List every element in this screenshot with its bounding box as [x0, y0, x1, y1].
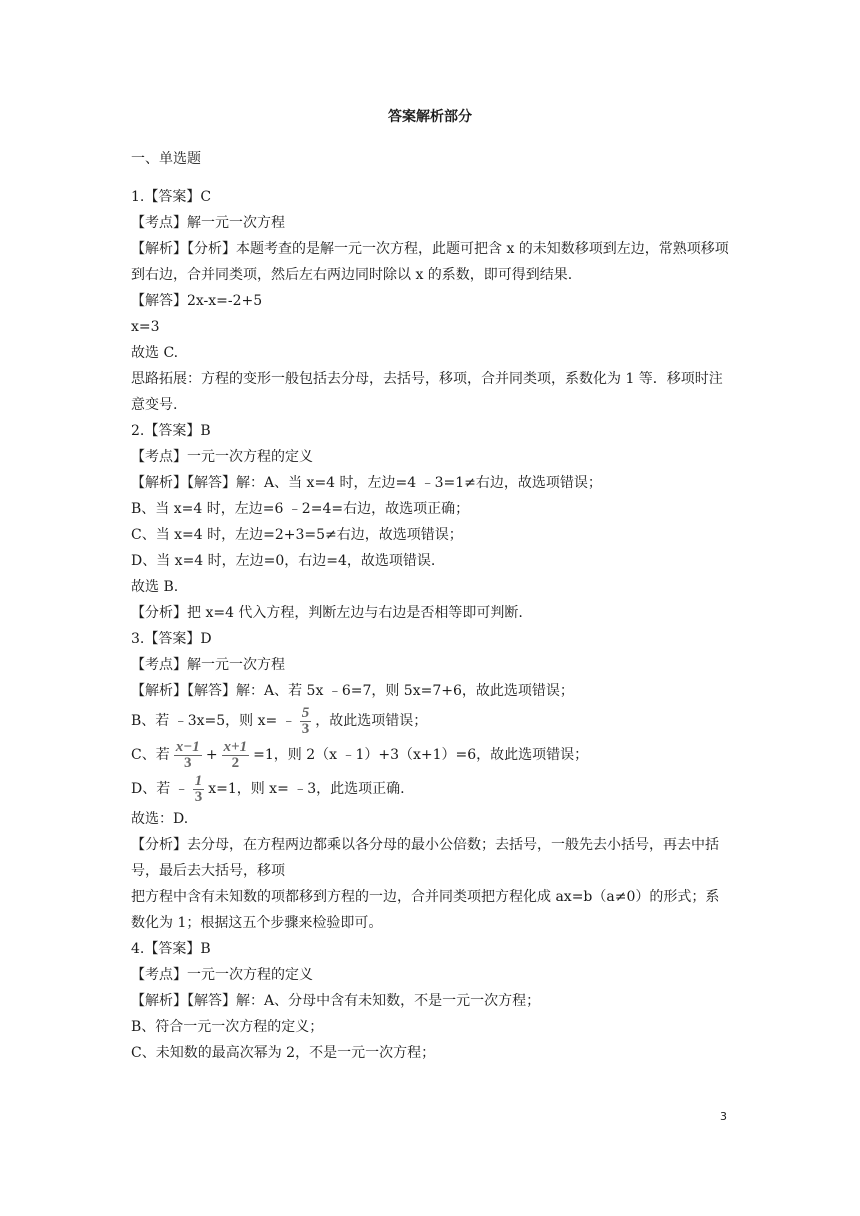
q3-option-b — [131, 704, 731, 738]
q3-d-prefix: D、若 ﹣ — [131, 781, 189, 797]
fraction-5-3 — [300, 706, 312, 737]
q4-answer: 4.【答案】B — [131, 941, 211, 957]
q1-point: 【考点】解一元一次方程 — [131, 215, 285, 231]
q3-c-prefix: C、若 — [131, 747, 170, 763]
q3-option-d — [131, 772, 731, 806]
q1-analysis: 【解析】【分析】本题考查的是解一元一次方程，此题可把含 x 的未知数移项到左边，常熟项移项到右边，合并同类项，然后左右两边同时除以 x 的系数，即可得到结果. — [131, 241, 729, 283]
q2-choose: 故选 B. — [131, 579, 179, 595]
page-title: 答案解析部分 — [388, 109, 472, 125]
q1-x: x=3 — [131, 319, 160, 335]
q4-option-a: 【解析】【解答】解：A、分母中含有未知数，不是一元一次方程； — [131, 993, 541, 1009]
fraction-numerator: 1 — [194, 772, 203, 789]
q1-choose: 故选 C. — [131, 345, 179, 361]
fraction-numerator: 5 — [301, 704, 310, 721]
fraction-numerator: x+1 — [223, 738, 248, 755]
q1-solution: 【解答】2x-x=-2+5 — [131, 293, 263, 309]
q2-option-b: B、当 x=4 时，左边=6 ﹣2=4=右边，故选项正确； — [131, 501, 470, 517]
q2-point: 【考点】一元一次方程的定义 — [131, 449, 313, 465]
q4-option-c: C、未知数的最高次幂为 2，不是一元一次方程； — [131, 1045, 436, 1061]
q4-option-b: B、符合一元一次方程的定义； — [131, 1019, 324, 1035]
q3-choose: 故选：D. — [131, 811, 189, 827]
q2-option-d: D、当 x=4 时，左边=0，右边=4，故选项错误. — [131, 553, 436, 569]
fraction-x-plus-1-over-2 — [222, 740, 250, 771]
q3-point: 【考点】解一元一次方程 — [131, 657, 285, 673]
fraction-denominator: 3 — [301, 720, 310, 737]
q3-analysis: 【分析】去分母，在方程两边都乘以各分母的最小公倍数；去括号，一般先去小括号，再去中括号，最后去大括号，移项 — [131, 837, 719, 879]
fraction-denominator: 3 — [194, 788, 203, 805]
page-number: 3 — [720, 1110, 727, 1123]
q3-option-a: 【解析】【解答】解：A、若 5x ﹣6=7，则 5x=7+6，故此选项错误； — [131, 683, 574, 699]
fraction-denominator: 3 — [184, 754, 192, 771]
plus-sign: + — [205, 747, 218, 763]
q3-analysis-2: 把方程中含有未知数的项都移到方程的一边，合并同类项把方程化成 ax=b（a≠0）的形式；系数化为 1；根据这五个步骤来检验即可。 — [131, 889, 720, 931]
q3-answer: 3.【答案】D — [131, 631, 212, 647]
fraction-numerator: x−1 — [175, 738, 200, 755]
section-heading: 一、单选题 — [131, 151, 201, 167]
q3-d-suffix: x=1，则 x= ﹣3，此选项正确. — [208, 781, 405, 797]
fraction-denominator: 2 — [231, 754, 240, 771]
answer-body — [131, 184, 731, 1066]
fraction-x-minus-1-over-3 — [174, 740, 202, 771]
q1-answer: 1.【答案】C — [131, 189, 212, 205]
q2-analysis: 【分析】把 x=4 代入方程，判断左边与右边是否相等即可判断. — [131, 605, 523, 621]
q3-b-suffix: ，故此选项错误； — [315, 713, 428, 729]
q2-option-c: C、当 x=4 时，左边=2+3=5≠右边，故选项错误； — [131, 527, 463, 543]
q2-option-a: 【解析】【解答】解：A、当 x=4 时，左边=4 ﹣3=1≠右边，故选项错误； — [131, 475, 602, 491]
q4-point: 【考点】一元一次方程的定义 — [131, 967, 313, 983]
q3-b-prefix: B、若 ﹣3x=5，则 x= ﹣ — [131, 713, 296, 729]
q3-option-c — [131, 738, 731, 772]
fraction-1-3 — [193, 774, 205, 805]
q3-c-suffix: =1，则 2（x ﹣1）+3（x+1）=6，故此选项错误； — [253, 747, 589, 763]
q2-answer: 2.【答案】B — [131, 423, 211, 439]
q1-extend: 思路拓展：方程的变形一般包括去分母，去括号，移项，合并同类项，系数化为 1 等．移项时注意变号. — [131, 371, 723, 413]
